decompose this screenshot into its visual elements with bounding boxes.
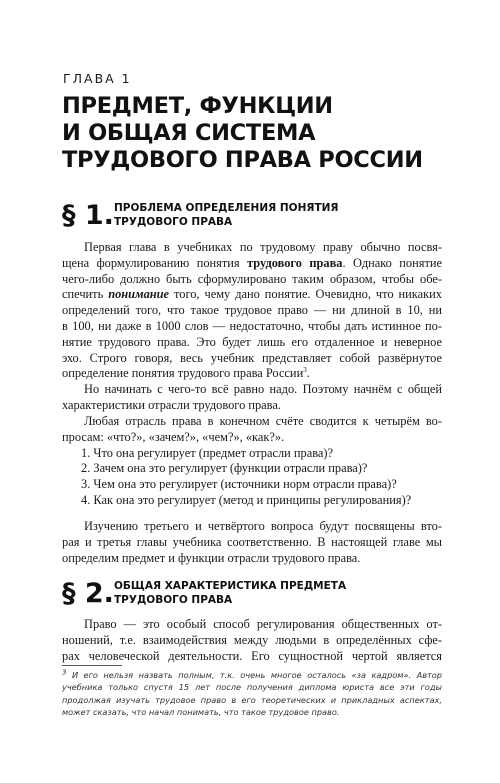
chapter-label: ГЛАВА 1 [63,71,132,86]
text-span: спечить [62,287,109,302]
footnote [62,669,442,718]
section-number: § 2. [62,578,114,609]
text-span: того, чему дано понятие. Очевидно, что никаких [169,287,442,302]
footnote-text: И его нельзя назвать полным, т.к. очень многое осталось «за кадром». Автор [66,670,442,680]
section-title-line: ПРОБЛЕМА ОПРЕДЕЛЕНИЯ ПОНЯТИЯ [114,202,339,214]
text-line: чего-либо должно быть сформулировано таким образом, чтобы обе- [62,271,442,286]
bold-term: трудового права [247,255,343,270]
text-line: Но начинать с чего-то всё равно надо. Поэтому начнём с общей [84,382,442,397]
footnote-ref[interactable]: 3 [303,366,307,375]
text-line: Право — это особый способ регулирования общественных от- [84,617,442,631]
text-line [62,256,442,272]
text-line [62,287,442,303]
footnote-mark: 3 [62,668,67,677]
text-line [62,366,442,382]
paragraph [62,240,442,414]
footnote-line: продолжая изучать трудовое право в его теоретических и прикладных аспектах, [62,694,442,705]
text-line: определений того, что такое трудовое право — ни длиной в 10, ни [62,303,442,318]
chapter-title [62,93,462,174]
chapter-title-line: ТРУДОВОГО ПРАВА РОССИИ [62,147,423,173]
list-item: 2. Зачем она это регулирует (функции отрасли права)? [81,461,368,476]
text-line: Изучению третьего и четвёртого вопроса будут посвящены вто- [84,519,442,533]
text-line: ношений, т.е. взаимодействия между людьми в определённых сфе- [62,632,442,647]
emphasis-term: понимание [108,287,170,302]
text-line: просам: «что?», «зачем?», «чем?», «как?». [62,429,285,444]
section-title-line: ТРУДОВОГО ПРАВА [114,216,233,228]
footnote-line [62,669,442,681]
text-line: рах человеческой деятельности. Его сущностной чертой является [62,648,442,663]
footnote-line: учебника только спустя 15 лет после получения диплома юриста все эти годы [62,682,442,693]
section-title [114,579,346,607]
text-line: эхо. Строго говоря, весь учебник представляет собой развёрнутое [62,350,442,365]
text-span: определение понятия трудового права России [62,366,304,381]
text-line: характеристики отрасли трудового права. [62,397,281,412]
footnote-line: может сказать, что начал понимать, что такое трудовое право. [62,706,340,717]
list-item: 1. Что она регулирует (предмет отрасли права)? [81,445,334,460]
chapter-title-line: И ОБЩАЯ СИСТЕМА [62,120,316,146]
paragraph [62,617,442,664]
section-title-line: ТРУДОВОГО ПРАВА [114,594,233,606]
text-line: Любая отрасль права в конечном счёте сводится к четырём во- [84,414,442,428]
section-title-line: ОБЩАЯ ХАРАКТЕРИСТИКА ПРЕДМЕТА [114,580,347,592]
paragraph [62,414,442,509]
text-line: в 100, ни даже в 1000 слов — недостаточно, чтобы дать истинное по- [62,318,442,333]
list-item: 4. Как она это регулирует (метод и принципы регулирования)? [81,492,412,507]
section-number: § 1. [62,200,114,231]
text-line: нятие трудового права. Это будет лишь его отдаленное и неверное [62,334,442,349]
text-span: . Однако понятие [342,255,442,270]
text-span: щена формулированию понятия [62,255,248,270]
section-title [114,201,338,229]
text-line: Первая глава в учебниках по трудовому праву обычно посвя- [84,240,442,254]
paragraph [62,519,442,566]
chapter-title-line: ПРЕДМЕТ, ФУНКЦИИ [62,93,333,119]
list-item: 3. Чем она это регулирует (источники норм отрасли права)? [81,477,397,492]
text-line: определим предмет и функции отрасли трудового права. [62,550,361,565]
text-line: рая и третья главы учебника соответственно. В настоящей главе мы [62,534,442,549]
text-span: . [306,366,310,381]
footnote-divider [62,665,122,666]
